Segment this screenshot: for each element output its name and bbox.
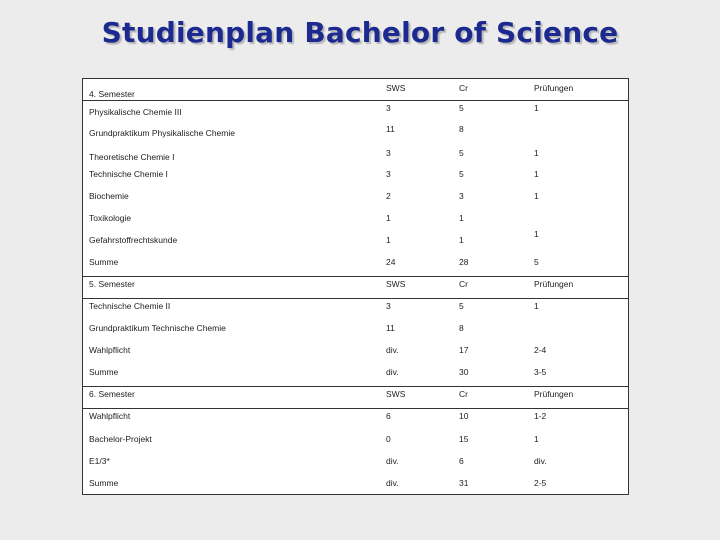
sws-value: 11 — [386, 323, 395, 333]
exams-value: div. — [534, 456, 547, 466]
sws-value: 3 — [386, 103, 391, 113]
course-name: Grundpraktikum Technische Chemie — [89, 323, 226, 333]
sws-value: 11 — [386, 124, 395, 134]
credits-value: 5 — [459, 148, 464, 158]
sws-value: 0 — [386, 434, 391, 444]
table-row — [83, 456, 628, 476]
table-row — [83, 301, 628, 321]
credits-value: 5 — [459, 301, 464, 311]
exams-value: 1 — [534, 103, 539, 113]
course-name: Wahlpflicht — [89, 411, 131, 421]
course-name: Physikalische Chemie III — [89, 107, 182, 117]
exams-header: Prüfungen — [534, 279, 574, 289]
sum-row — [83, 478, 628, 498]
table-row — [83, 434, 628, 454]
sws-value: 3 — [386, 301, 391, 311]
credits-value: 31 — [459, 478, 469, 488]
exams-value: 3-5 — [534, 367, 547, 377]
exams-header: Prüfungen — [534, 83, 574, 93]
course-name: Bachelor-Projekt — [89, 434, 152, 444]
exams-header: Prüfungen — [534, 389, 574, 399]
table-row — [83, 345, 628, 365]
credits-value: 30 — [459, 367, 469, 377]
exams-value: 1 — [534, 148, 539, 158]
sws-value: 2 — [386, 191, 391, 201]
study-plan-table — [82, 78, 629, 495]
sws-value: 1 — [386, 235, 391, 245]
table-row — [83, 229, 628, 255]
table-row — [83, 323, 628, 343]
course-name: Technische Chemie I — [89, 169, 168, 179]
table-row — [83, 411, 628, 431]
sum-label: Summe — [89, 478, 119, 488]
credits-value: 6 — [459, 456, 464, 466]
exams-value: 1 — [534, 169, 539, 179]
exams-value: 1-2 — [534, 411, 547, 421]
table-row — [83, 103, 628, 123]
exams-value: 1 — [534, 434, 539, 444]
exams-value: 2-5 — [534, 478, 547, 488]
exams-value: 1 — [534, 301, 539, 311]
credits-header: Cr — [459, 389, 468, 399]
credits-value: 10 — [459, 411, 469, 421]
sws-header: SWS — [386, 279, 406, 289]
credits-value: 5 — [459, 169, 464, 179]
exams-value: 5 — [534, 257, 539, 267]
sws-value: 3 — [386, 148, 391, 158]
sum-label: Summe — [89, 257, 119, 267]
sws-value: 3 — [386, 169, 391, 179]
course-name: Toxikologie — [89, 213, 132, 223]
sws-value: 1 — [386, 213, 391, 223]
table-row — [83, 191, 628, 211]
sws-value: 6 — [386, 411, 391, 421]
sws-value: div. — [386, 367, 399, 377]
semester-header-row — [83, 389, 628, 409]
semester-label: 4. Semester — [89, 89, 135, 99]
semester-label: 6. Semester — [89, 389, 135, 399]
sws-value: 24 — [386, 257, 396, 267]
sws-value: div. — [386, 456, 399, 466]
credits-header: Cr — [459, 83, 468, 93]
sum-row — [83, 367, 628, 387]
page-title: Studienplan Bachelor of Science — [101, 16, 619, 49]
credits-value: 17 — [459, 345, 469, 355]
credits-header: Cr — [459, 279, 468, 289]
course-name: Grundpraktikum Physikalische Chemie — [89, 128, 235, 138]
sum-row — [83, 257, 628, 277]
sws-header: SWS — [386, 389, 406, 399]
table-row — [83, 213, 628, 233]
course-name: Gefahrstoffrechtskunde — [89, 235, 178, 245]
semester-header-row — [83, 83, 628, 103]
credits-value: 3 — [459, 191, 464, 201]
sws-value: div. — [386, 478, 399, 488]
credits-value: 8 — [459, 124, 464, 134]
semester-header-row — [83, 279, 628, 299]
semester-label: 5. Semester — [89, 279, 135, 289]
credits-value: 1 — [459, 235, 464, 245]
sws-value: div. — [386, 345, 399, 355]
course-name: Biochemie — [89, 191, 129, 201]
credits-value: 8 — [459, 323, 464, 333]
exams-value: 1 — [534, 191, 539, 201]
course-name: Theoretische Chemie I — [89, 152, 175, 162]
sws-header: SWS — [386, 83, 406, 93]
credits-value: 5 — [459, 103, 464, 113]
credits-value: 1 — [459, 213, 464, 223]
exams-value: 1 — [534, 229, 539, 239]
course-name: Technische Chemie II — [89, 301, 171, 311]
sum-label: Summe — [89, 367, 119, 377]
course-name: E1/3* — [89, 456, 110, 466]
table-row — [83, 148, 628, 168]
table-row — [83, 169, 628, 189]
exams-value: 2-4 — [534, 345, 547, 355]
table-row — [83, 124, 628, 144]
credits-value: 28 — [459, 257, 469, 267]
credits-value: 15 — [459, 434, 469, 444]
course-name: Wahlpflicht — [89, 345, 131, 355]
